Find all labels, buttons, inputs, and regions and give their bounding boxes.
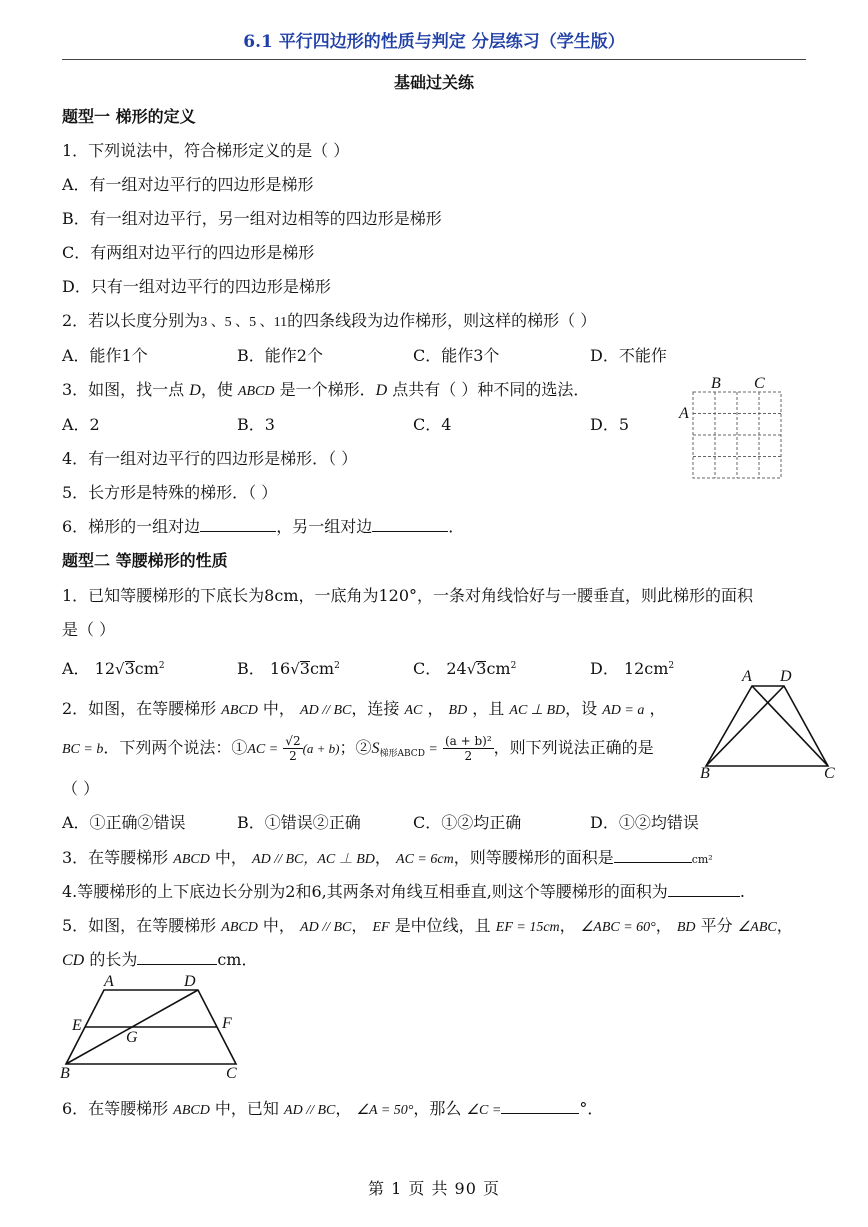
q6-answer-blank-2[interactable]: [372, 515, 448, 532]
s2q3-s4: ，则等腰梯形的面积是: [453, 848, 614, 867]
s2q1-c-unit: cm: [486, 659, 511, 678]
s2q5-rel: AD // BC: [300, 920, 352, 935]
s2q5-s3: ，: [351, 916, 373, 935]
s2q2-rel3: AD = a: [602, 703, 645, 718]
question-2-option-b: B．能作2个: [237, 346, 323, 365]
s2q6-s2: 中，已知: [209, 1099, 285, 1118]
sqrt-icon: √: [115, 660, 125, 678]
s2-question-2-option-b: B．①错误②正确: [237, 813, 361, 832]
question-1-option-d: D．只有一组对边平行的四边形是梯形: [62, 277, 331, 296]
s2q3-s1: 3．在等腰梯形: [62, 848, 174, 867]
question-2-lengths: 3 、5 、5 、11: [200, 315, 288, 330]
s2q6-answer-blank[interactable]: [501, 1097, 579, 1114]
s2q2-s2: 中，: [257, 699, 301, 718]
s2q1-b-unit: cm: [309, 659, 335, 678]
s2q5-s10: cm．: [217, 950, 258, 969]
s2q2-s1: 2．如图，在等腰梯形: [62, 699, 222, 718]
s2-question-2-option-c: C．①②均正确: [413, 813, 522, 832]
s2-question-2-trapezoid-figure: [700, 668, 840, 780]
question-2-stem-part-b: 的四条线段为边作梯形，则这样的梯形（ ）: [287, 311, 597, 330]
s2-question-3: [62, 845, 713, 868]
s2q2-rel1: AD // BC: [300, 703, 352, 718]
question-1-option-a: A．有一组对边平行的四边形是梯形: [62, 175, 314, 194]
s2-question-5-line-2: [62, 947, 257, 970]
fraction-sqrt2-over-2: [283, 734, 302, 763]
s2q5-efv: EF = 15cm: [495, 920, 560, 935]
fig5-label-b: B: [60, 1065, 70, 1082]
s2q6-abcd: ABCD: [173, 1103, 210, 1118]
s2q2-S: S: [371, 740, 380, 757]
s2q2-s10: ，则下列说法正确的是: [493, 738, 654, 757]
fig5-label-g: G: [126, 1029, 138, 1046]
fig5-label-a: A: [104, 973, 114, 990]
fraction-area: [443, 734, 494, 763]
question-1-option-c: C．有两组对边平行的四边形是梯形: [62, 243, 315, 262]
s2q6-s5: °．: [579, 1099, 604, 1118]
question-3-option-b: B．3: [237, 415, 275, 434]
q3-abcd: ABCD: [237, 384, 275, 399]
s2q4-text: 4.等腰梯形的上下底边长分别为2和6,其两条对角线互相垂直,则这个等腰梯形的面积为: [62, 882, 668, 901]
s2q5-bd: BD: [676, 920, 696, 935]
s2q3-s2: 中，: [209, 848, 253, 867]
question-3-option-d: D．5: [590, 415, 630, 434]
fig2-label-b: B: [700, 765, 710, 782]
s2q5-ang2: ∠ABC: [737, 920, 777, 935]
s2q4-answer-blank[interactable]: [668, 880, 740, 897]
s2-question-1-option-b: [237, 656, 340, 679]
s2q2-s8: ．下列两个说法：①: [103, 738, 248, 757]
page-footer: 第 1 页 共 90 页: [368, 1179, 500, 1198]
question-6-fill-in: [62, 514, 464, 537]
s2-question-2-line-1: [62, 696, 665, 719]
s2q5-s7: 平分: [695, 916, 738, 935]
s2q2-ac-eq: AC =: [247, 742, 279, 757]
s2q1-c-rad: 3: [476, 659, 487, 678]
s2q2-ac: AC: [404, 703, 423, 718]
s2q5-s5: ，: [559, 916, 581, 935]
s2q2-s7: ，: [644, 699, 666, 718]
s2q4-end: .: [739, 882, 745, 901]
s2q1-a-sq: 2: [158, 661, 165, 671]
q6-text-c: ．: [448, 517, 465, 536]
s2q3-rel: AD // BC，AC ⊥ BD: [252, 852, 375, 867]
s2q1-c-sq: 2: [510, 661, 517, 671]
s2-question-1-option-d: [590, 656, 674, 679]
q3-text-1: 3．如图，找一点: [62, 380, 190, 399]
q3-text-2: ，使: [200, 380, 238, 399]
question-3-grid-figure: [678, 372, 788, 482]
s2q1-a-rad: 3: [124, 659, 135, 678]
frac-area-den: 2: [464, 749, 473, 763]
s2q2-S-sub: 梯形ABCD: [379, 749, 425, 759]
grid-label-b: B: [711, 375, 721, 392]
section-title-isosceles-trapezoid: 题型二 等腰梯形的性质: [62, 551, 228, 570]
s2-question-1-line-2: 是（ ）: [62, 620, 116, 639]
s2q2-rel2: AC ⊥ BD: [509, 703, 566, 718]
q3-text-3: 是一个梯形．: [274, 380, 376, 399]
level-title: 基础过关练: [393, 73, 474, 92]
question-2-stem-part-a: 2．若以长度分别为: [62, 311, 201, 330]
q6-text-a: 6．梯形的一组对边: [62, 517, 201, 536]
s2q1-d-sq: 2: [668, 661, 675, 671]
s2-question-4: [62, 879, 745, 902]
s2-question-1-option-c: [413, 656, 516, 679]
question-3-option-c: C．4: [413, 415, 452, 434]
grid-label-a: A: [679, 405, 689, 422]
s2q5-ang: ∠ABC = 60°: [580, 920, 656, 935]
question-2-option-d: D．不能作: [590, 346, 667, 365]
s2q1-a-pre: A． 12: [62, 659, 116, 678]
document-header-title: 6.1 平行四边形的性质与判定 分层练习（学生版）: [243, 32, 625, 52]
s2q6-angc: ∠C =: [466, 1103, 502, 1118]
s2-question-2-option-a: A．①正确②错误: [62, 813, 186, 832]
question-5-statement: 5．长方形是特殊的梯形．（ ）: [62, 483, 278, 502]
s2-question-2-line-2: [62, 734, 654, 763]
s2q6-rel: AD // BC: [284, 1103, 336, 1118]
s2-question-6: [62, 1096, 603, 1119]
fig5-label-f: F: [222, 1015, 232, 1032]
question-3-option-a: A．2: [62, 415, 100, 434]
s2q2-s3: ，连接: [351, 699, 405, 718]
s2-question-5-line-1: [62, 913, 793, 936]
s2q5-s6: ，: [655, 916, 677, 935]
s2q5-s1: 5．如图，在等腰梯形: [62, 916, 222, 935]
section-title-trapezoid-definition: 题型一 梯形的定义: [62, 107, 196, 126]
question-3-stem: [62, 377, 589, 400]
frac-den: 2: [289, 749, 297, 763]
s2q2-bd: BD: [448, 703, 468, 718]
s2q5-s9: 的长为: [84, 950, 138, 969]
s2q2-rel4: BC = b: [62, 742, 104, 757]
s2q3-ac: AC = 6cm: [396, 852, 454, 867]
s2q2-eq: =: [424, 742, 438, 757]
header-divider: [62, 59, 806, 60]
q3-point-d: D: [189, 382, 201, 399]
s2q1-b-rad: 3: [299, 659, 310, 678]
s2q2-s5: ，且: [467, 699, 510, 718]
s2-question-5-trapezoid-figure: [58, 970, 248, 1082]
fig5-label-e: E: [72, 1017, 82, 1034]
question-1-option-b: B．有一组对边平行，另一组对边相等的四边形是梯形: [62, 209, 442, 228]
s2-question-1-line-1: 1．已知等腰梯形的下底长为8cm，一底角为120°，一条对角线恰好与一腰垂直，则此梯形的面积: [62, 586, 754, 605]
s2q2-s9: ；②: [339, 738, 372, 757]
s2q5-s8: ，: [776, 916, 793, 935]
q3-text-4: 点共有（ ）种不同的选法．: [387, 380, 590, 399]
s2q6-s1: 6．在等腰梯形: [62, 1099, 174, 1118]
s2-question-1-option-a: [62, 656, 165, 679]
s2q1-b-sq: 2: [334, 661, 340, 671]
fig5-label-c: C: [226, 1065, 237, 1082]
s2q6-ang: ∠A = 50°: [356, 1103, 414, 1118]
fig2-label-a: A: [742, 668, 752, 685]
q6-text-b: ，另一组对边: [276, 517, 373, 536]
question-2-stem: [62, 308, 596, 331]
s2q2-ab: (a + b): [302, 741, 340, 756]
s2q3-answer-blank[interactable]: [614, 846, 692, 863]
s2q5-s4: 是中位线，且: [389, 916, 496, 935]
q6-answer-blank-1[interactable]: [200, 515, 276, 532]
s2q5-answer-blank[interactable]: [137, 948, 217, 965]
s2q6-s3: ，: [335, 1099, 357, 1118]
frac-num: √2: [285, 734, 301, 748]
s2q2-s6: ，设: [565, 699, 603, 718]
s2q3-s3: ，: [374, 848, 397, 867]
fig5-label-d: D: [184, 973, 196, 990]
question-1-stem: 1．下列说法中，符合梯形定义的是（ ）: [62, 141, 350, 160]
q3-point-d-2: D: [375, 382, 388, 399]
question-4-statement: 4．有一组对边平行的四边形是梯形．（ ）: [62, 449, 358, 468]
s2q3-abcd: ABCD: [173, 852, 210, 867]
s2q3-unit: cm²: [691, 853, 713, 866]
s2q1-a-unit: cm: [134, 659, 159, 678]
s2q5-cd: CD: [62, 952, 85, 969]
s2q6-s4: ，那么: [413, 1099, 467, 1118]
question-2-option-a: A．能作1个: [62, 346, 148, 365]
s2q1-d-text: D． 12cm: [590, 659, 669, 678]
question-2-option-c: C．能作3个: [413, 346, 500, 365]
sqrt-icon: √: [290, 660, 300, 678]
s2q5-ef: EF: [372, 920, 390, 935]
s2q2-abcd: ABCD: [221, 703, 258, 718]
s2q1-b-pre: B． 16: [237, 659, 291, 678]
fig2-label-d: D: [780, 668, 792, 685]
fig2-label-c: C: [824, 765, 835, 782]
s2q5-abcd: ABCD: [221, 920, 258, 935]
frac-area-num: (a + b)²: [444, 734, 492, 748]
grid-label-c: C: [754, 375, 765, 392]
sqrt-icon: √: [466, 660, 477, 678]
s2-question-2-paren: （ ）: [62, 779, 100, 798]
s2-question-2-option-d: D．①②均错误: [590, 813, 699, 832]
s2q2-s4: ，: [422, 699, 449, 718]
s2q1-c-pre: C． 24: [413, 659, 467, 678]
s2q5-s2: 中，: [257, 916, 301, 935]
